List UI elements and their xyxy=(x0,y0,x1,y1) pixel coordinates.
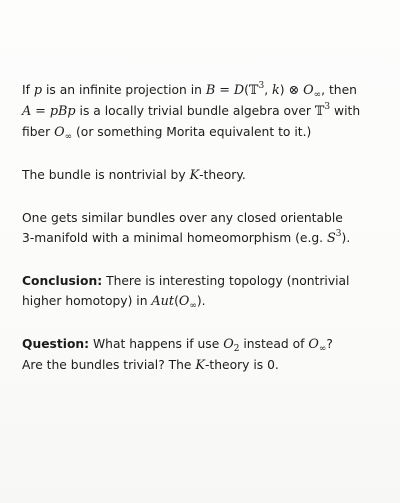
math-cuntz-algebra: $O_\infty$ xyxy=(308,337,327,354)
text-line: The bundle is nontrivial by K-theory. xyxy=(22,168,246,183)
text-line: One gets similar bundles over any closed orientable xyxy=(22,211,343,225)
paragraph-projection xyxy=(22,80,392,143)
math-symbol: Aut xyxy=(151,294,175,309)
math-symbol: pBp xyxy=(49,104,76,119)
text-line: 3-manifold with a minimal homeomorphism (e.g. $S^3$). xyxy=(22,229,351,246)
paragraph-nontrivial xyxy=(22,165,392,186)
paragraph-lead: Question: xyxy=(22,337,90,351)
text-line: A = pBp is a locally trivial bundle algebra over 𝕋$^3$ with xyxy=(22,102,361,119)
math-cuntz-algebra: $O_2$ xyxy=(223,337,240,354)
math-cuntz-algebra: $O_\infty$ xyxy=(178,294,197,311)
math-symbol: D xyxy=(233,83,245,98)
math-operator: = xyxy=(35,104,46,119)
math-cuntz-algebra: $O_\infty$ xyxy=(54,125,73,142)
text-line: If p is an infinite projection in B = D(𝕋$^3$, k) ⊗ $O_\infty$, then xyxy=(22,81,357,100)
slide-text xyxy=(22,80,392,376)
math-symbol: k xyxy=(272,83,280,98)
text-line: fiber $O_\infty$ (or something Morita equivalent to it.) xyxy=(22,125,312,142)
text-line: higher homotopy) in $Aut(O_\infty)$. xyxy=(22,294,206,311)
math-symbol: K xyxy=(195,358,205,373)
text-line: Question: What happens if use $O_2$ instead of $O_\infty$? xyxy=(22,337,333,354)
math-symbol: A xyxy=(22,104,32,119)
math-operator: = xyxy=(219,83,230,98)
math-symbol: K xyxy=(189,168,200,183)
math-sphere: $S^3$ xyxy=(327,229,342,246)
math-cuntz-algebra: $O_\infty$ xyxy=(303,83,322,100)
text-line: Are the bundles trivial? The K-theory is 0. xyxy=(22,358,279,373)
math-torus: 𝕋$^3$ xyxy=(248,81,265,98)
paragraph-lead: Conclusion: xyxy=(22,274,103,288)
math-symbol: B xyxy=(205,83,216,98)
paragraph-similar-bundles xyxy=(22,208,392,249)
math-torus: 𝕋$^3$ xyxy=(314,102,331,119)
paragraph-conclusion xyxy=(22,271,392,312)
math-symbol: p xyxy=(33,83,43,98)
text-line: Conclusion: There is interesting topology (nontrivial xyxy=(22,274,350,288)
math-operator: ⊗ xyxy=(288,83,300,98)
paragraph-question xyxy=(22,334,392,376)
